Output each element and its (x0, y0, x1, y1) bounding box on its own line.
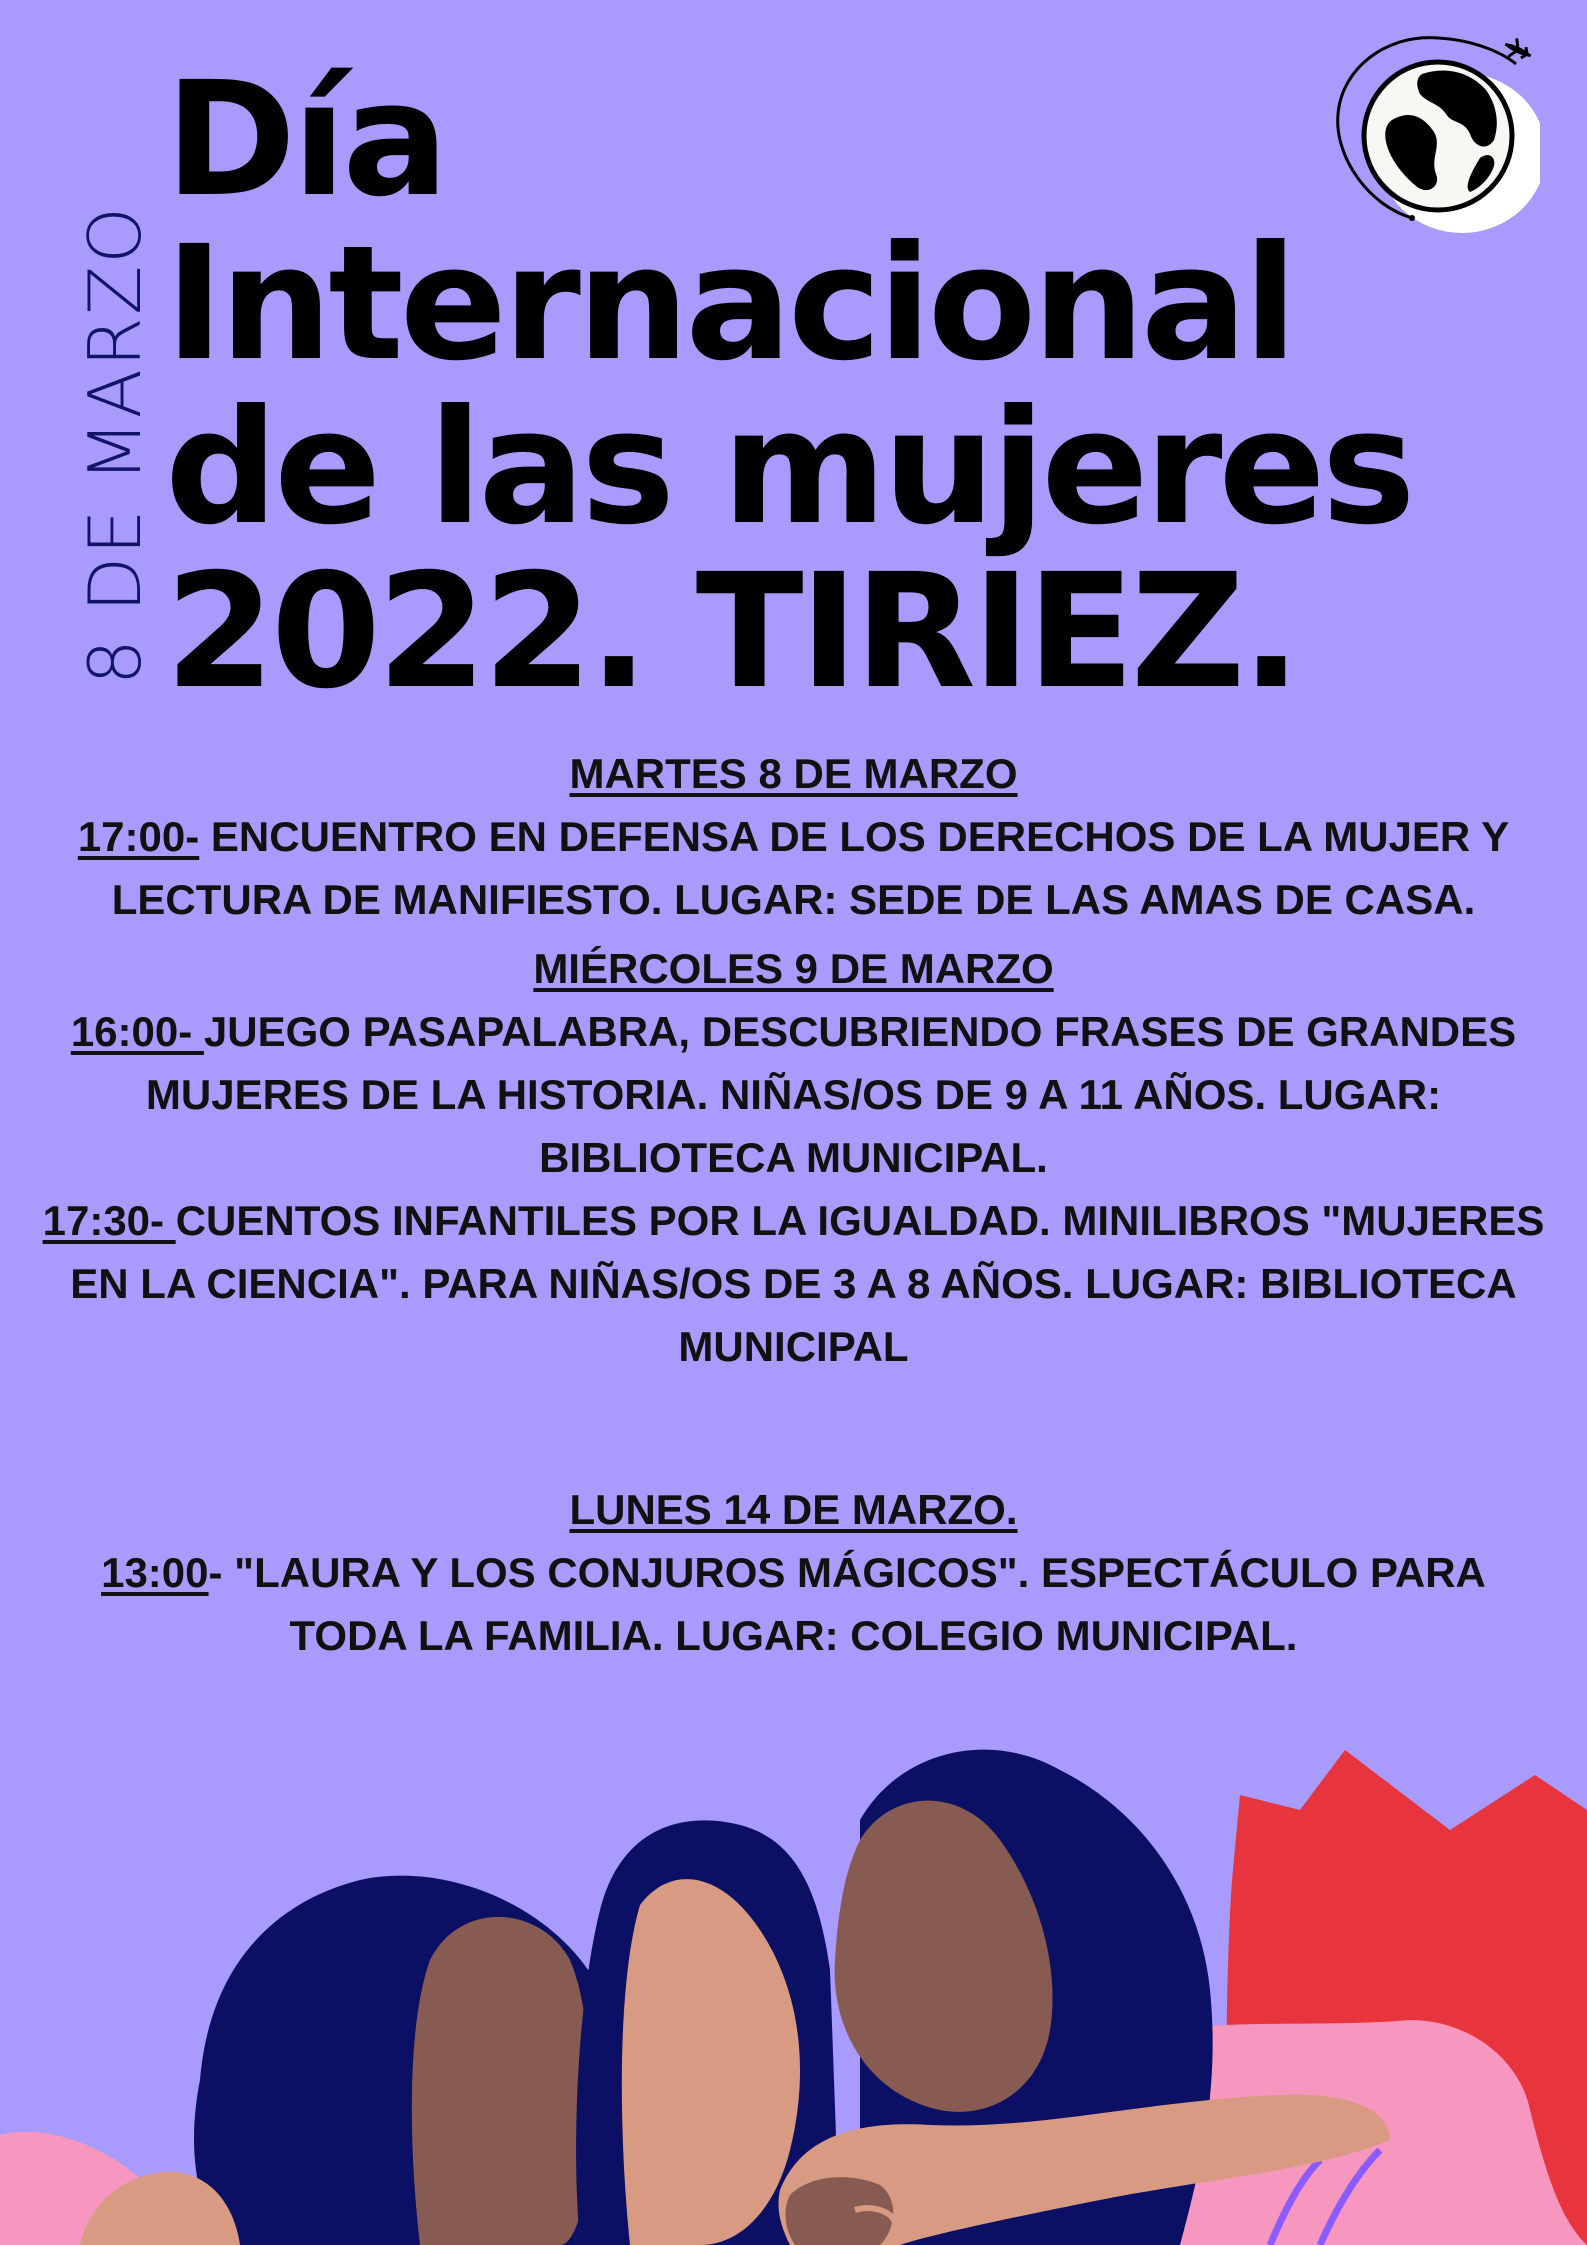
event-time: 16:00- (70, 1008, 204, 1055)
day-block (40, 937, 1547, 1378)
day-heading: LUNES 14 DE MARZO. (569, 1486, 1018, 1533)
event-program (40, 742, 1547, 1667)
event-item (40, 805, 1547, 931)
title-line: de las mujeres (165, 376, 1412, 560)
event-item (40, 1541, 1547, 1667)
day-heading: MIÉRCOLES 9 DE MARZO (533, 945, 1054, 992)
title-line: Día (165, 48, 445, 232)
event-item (40, 1189, 1547, 1378)
globe-with-plane-icon (1320, 28, 1540, 238)
event-description: - "LAURA Y LOS CONJUROS MÁGICOS". ESPECTÁCULO PARA TODA LA FAMILIA. LUGAR: COLEGIO MUNICIPAL. (208, 1549, 1486, 1659)
women-embrace-illustration (0, 1730, 1587, 2245)
day-block (40, 1478, 1547, 1667)
event-time: 17:00- (77, 813, 200, 860)
day-block (40, 742, 1547, 931)
side-date-label: 8 DE MARZO (73, 205, 157, 685)
event-description: JUEGO PASAPALABRA, DESCUBRIENDO FRASES DE GRANDES MUJERES DE LA HISTORIA. NIÑAS/OS DE 9 A 11 AÑOS. LUGAR: BIBLIOTECA MUNICIPAL. (145, 1008, 1517, 1181)
title-line: 2022. TIRIEZ. (165, 540, 1298, 724)
day-heading: MARTES 8 DE MARZO (569, 750, 1018, 797)
event-item (40, 1000, 1547, 1189)
event-time: 17:30- (42, 1197, 176, 1244)
event-description: ENCUENTRO EN DEFENSA DE LOS DERECHOS DE LA MUJER Y LECTURA DE MANIFIESTO. LUGAR: SEDE DE LAS AMAS DE CASA. (111, 813, 1510, 923)
title-line: Internacional (165, 212, 1294, 396)
event-time: 13:00 (101, 1549, 209, 1596)
poster-title (165, 48, 1412, 724)
event-description: CUENTOS INFANTILES POR LA IGUALDAD. MINILIBROS "MUJERES EN LA CIENCIA". PARA NIÑAS/OS DE 3 A 8 AÑOS. LUGAR: BIBLIOTECA MUNICIPAL (70, 1197, 1545, 1370)
